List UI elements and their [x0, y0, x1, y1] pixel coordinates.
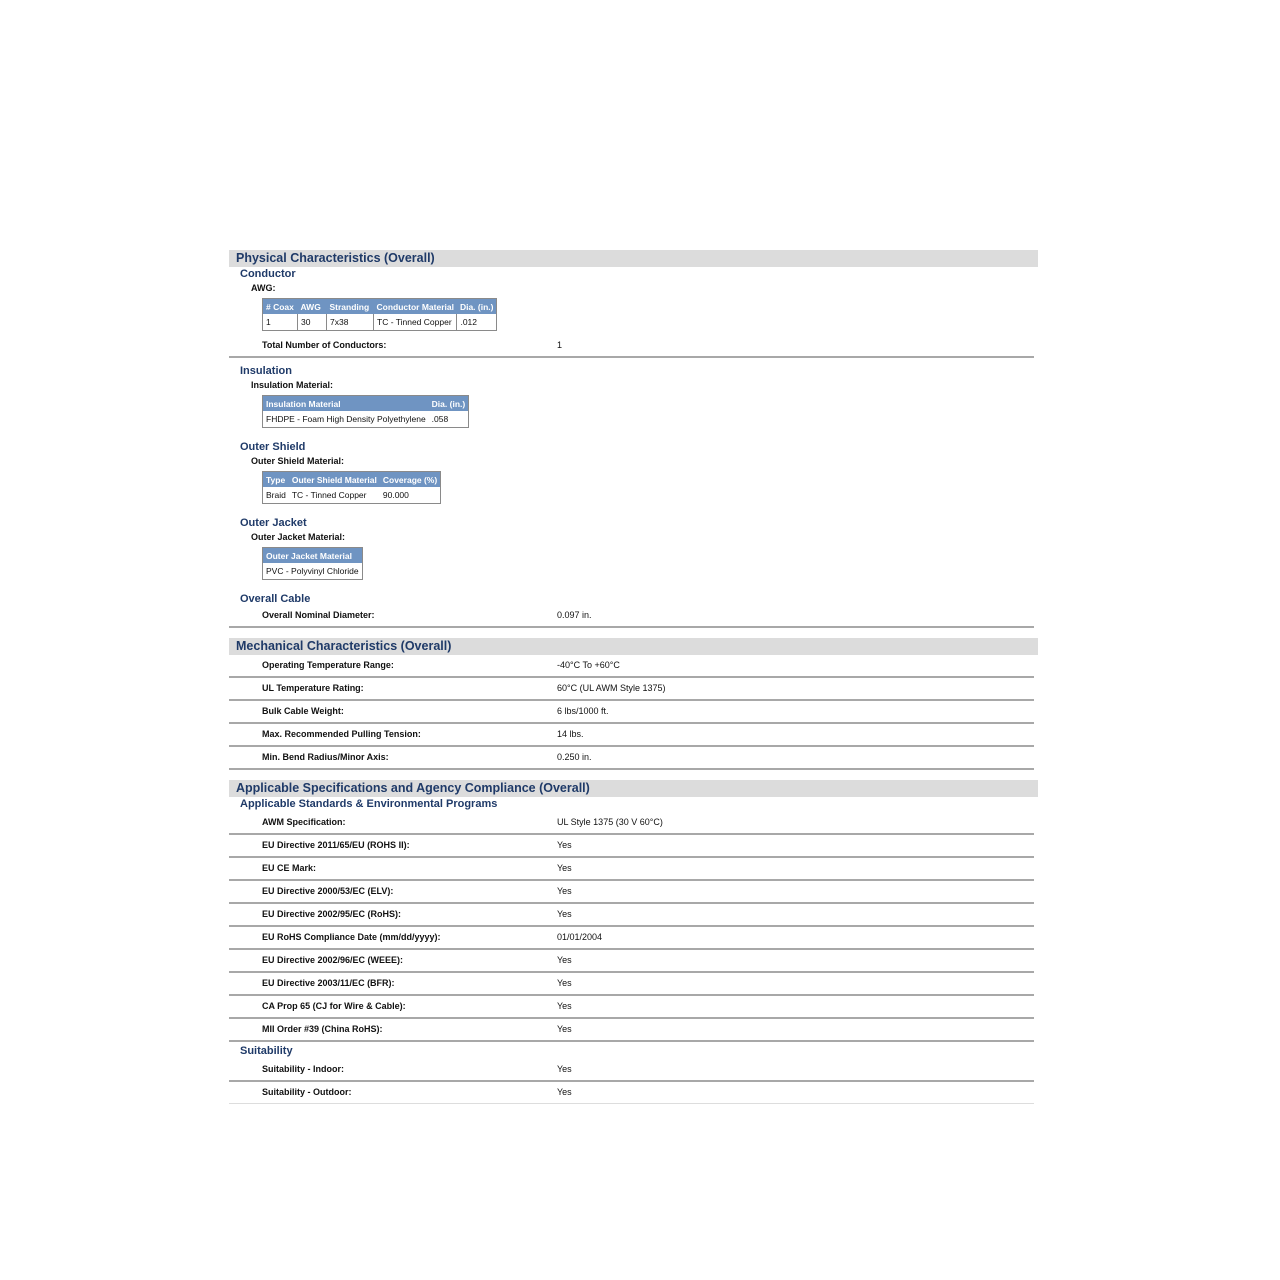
spec-row: [229, 724, 1034, 747]
table-cell: PVC - Polyvinyl Chloride: [263, 563, 363, 580]
table-cell: Braid: [263, 487, 289, 504]
spec-row: [229, 1019, 1034, 1042]
specs-rows: [229, 812, 1038, 1042]
table-cell: 30: [298, 314, 327, 331]
spec-value: Yes: [557, 840, 572, 850]
insulation-material-label: Insulation Material:: [251, 380, 334, 390]
outer-jacket-heading: Outer Jacket: [240, 517, 307, 529]
table-header: Dia. (in.): [429, 396, 469, 412]
spec-label: Max. Recommended Pulling Tension:: [262, 729, 421, 739]
spec-label: EU CE Mark:: [262, 863, 317, 873]
suitability-rows: [229, 1059, 1038, 1104]
spec-value: Yes: [557, 978, 572, 988]
total-conductors-row: [229, 335, 1034, 358]
spec-row: [229, 747, 1034, 770]
datasheet: [229, 250, 1038, 1104]
conductor-table: [262, 298, 497, 331]
spec-value: -40°C To +60°C: [557, 660, 620, 670]
spec-row: [229, 1082, 1034, 1104]
spec-row: [229, 835, 1034, 858]
table-cell: TC - Tinned Copper: [374, 314, 457, 331]
outer-shield-table: [262, 471, 441, 504]
spec-label: Min. Bend Radius/Minor Axis:: [262, 752, 389, 762]
spec-row: [229, 678, 1034, 701]
spec-row: [229, 1059, 1034, 1082]
spec-value: 6 lbs/1000 ft.: [557, 706, 609, 716]
spec-label: MII Order #39 (China RoHS):: [262, 1024, 383, 1034]
spec-row: [229, 904, 1034, 927]
spec-row: [229, 858, 1034, 881]
table-cell: FHDPE - Foam High Density Polyethylene: [263, 411, 429, 428]
table-row: [263, 411, 469, 428]
outer-shield-heading: Outer Shield: [240, 441, 306, 453]
table-header: Outer Jacket Material: [263, 548, 363, 564]
outer-jacket-table: [262, 547, 363, 580]
table-row: [263, 563, 363, 580]
spec-value: 0.250 in.: [557, 752, 592, 762]
spec-value: 14 lbs.: [557, 729, 584, 739]
overall-cable-heading: Overall Cable: [240, 593, 311, 605]
spec-value: 01/01/2004: [557, 932, 603, 942]
spec-label: AWM Specification:: [262, 817, 346, 827]
overall-diameter-label: Overall Nominal Diameter:: [262, 610, 375, 620]
total-conductors-value: 1: [557, 340, 563, 350]
spec-value: Yes: [557, 1064, 572, 1074]
table-row: [263, 487, 441, 504]
spec-label: EU Directive 2000/53/EC (ELV):: [262, 886, 394, 896]
spec-value: Yes: [557, 955, 572, 965]
table-header: AWG: [298, 299, 327, 315]
table-header: Type: [263, 472, 289, 488]
spec-label: Operating Temperature Range:: [262, 660, 394, 670]
spec-row: [229, 973, 1034, 996]
spec-value: Yes: [557, 863, 572, 873]
awg-label: AWG:: [251, 283, 276, 293]
spec-row: [229, 655, 1034, 678]
table-header: Stranding: [327, 299, 374, 315]
spec-value: Yes: [557, 886, 572, 896]
spec-row: [229, 701, 1034, 724]
table-header: Insulation Material: [263, 396, 429, 412]
mechanical-section-header: Mechanical Characteristics (Overall): [229, 638, 1038, 655]
spec-label: CA Prop 65 (CJ for Wire & Cable):: [262, 1001, 406, 1011]
table-cell: TC - Tinned Copper: [289, 487, 380, 504]
mechanical-rows: [229, 655, 1038, 770]
spec-row: [229, 950, 1034, 973]
spec-value: 60°C (UL AWM Style 1375): [557, 683, 666, 693]
suitability-heading: Suitability: [240, 1045, 293, 1057]
spec-value: Yes: [557, 1087, 572, 1097]
table-cell: .012: [457, 314, 497, 331]
outer-jacket-material-label: Outer Jacket Material:: [251, 532, 346, 542]
spec-label: EU Directive 2011/65/EU (ROHS II):: [262, 840, 410, 850]
total-conductors-label: Total Number of Conductors:: [262, 340, 387, 350]
conductor-heading: Conductor: [240, 268, 296, 280]
spec-label: Suitability - Indoor:: [262, 1064, 344, 1074]
spec-label: Suitability - Outdoor:: [262, 1087, 352, 1097]
overall-diameter-row: [229, 607, 1034, 628]
spec-value: Yes: [557, 1024, 572, 1034]
table-row: [263, 314, 497, 331]
spec-label: EU Directive 2002/96/EC (WEEE):: [262, 955, 404, 965]
table-header: Coverage (%): [380, 472, 441, 488]
outer-shield-material-label: Outer Shield Material:: [251, 456, 345, 466]
spec-row: [229, 881, 1034, 904]
table-header: # Coax: [263, 299, 298, 315]
spec-row: [229, 927, 1034, 950]
spec-value: Yes: [557, 1001, 572, 1011]
spec-label: EU Directive 2002/95/EC (RoHS):: [262, 909, 402, 919]
table-header: Dia. (in.): [457, 299, 497, 315]
spec-label: EU Directive 2003/11/EC (BFR):: [262, 978, 395, 988]
table-header: Outer Shield Material: [289, 472, 380, 488]
specs-section-header: Applicable Specifications and Agency Compliance (Overall): [229, 780, 1038, 797]
table-cell: 7x38: [327, 314, 374, 331]
spec-label: UL Temperature Rating:: [262, 683, 364, 693]
overall-diameter-value: 0.097 in.: [557, 610, 592, 620]
standards-heading: Applicable Standards & Environmental Programs: [240, 798, 498, 810]
physical-section-header: Physical Characteristics (Overall): [229, 250, 1038, 267]
spec-value: UL Style 1375 (30 V 60°C): [557, 817, 663, 827]
table-cell: 1: [263, 314, 298, 331]
insulation-table: [262, 395, 469, 428]
insulation-heading: Insulation: [240, 365, 292, 377]
spec-row: [229, 812, 1034, 835]
spec-label: EU RoHS Compliance Date (mm/dd/yyyy):: [262, 932, 441, 942]
spec-row: [229, 996, 1034, 1019]
table-cell: .058: [429, 411, 469, 428]
table-cell: 90.000: [380, 487, 441, 504]
table-header: Conductor Material: [374, 299, 457, 315]
spec-value: Yes: [557, 909, 572, 919]
spec-label: Bulk Cable Weight:: [262, 706, 344, 716]
